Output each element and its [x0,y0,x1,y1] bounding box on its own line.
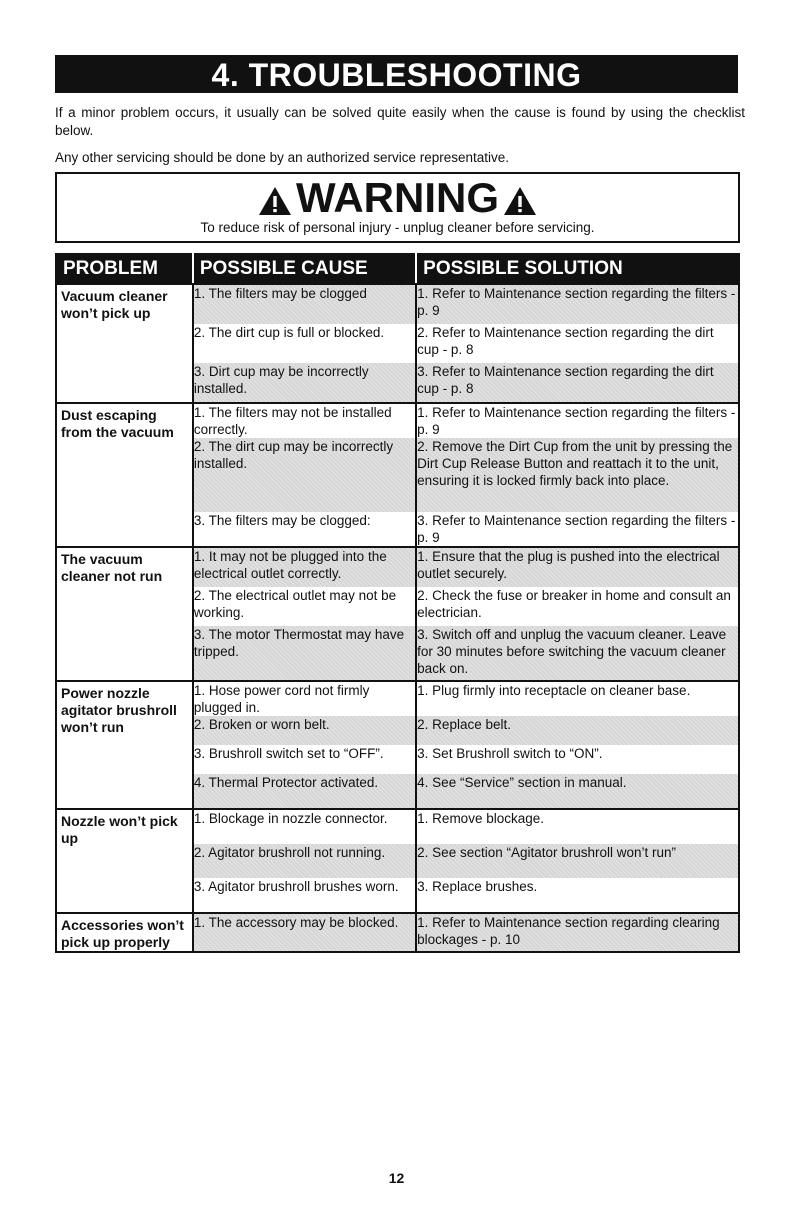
cause-cell: 2. The dirt cup may be incorrectly installed. [193,438,416,512]
table-row [56,284,739,324]
problem-cell: Vacuum cleaner won’t pick up [56,284,193,403]
column-header-cause: POSSIBLE CAUSE [193,254,416,284]
cause-cell: 1. Blockage in nozzle connector. [193,809,416,844]
warning-triangle-icon [503,186,537,216]
cause-cell: 3. The motor Thermostat may have tripped. [193,626,416,681]
solution-cell: 1. Refer to Maintenance section regarding the filters - p. 9 [416,403,739,438]
warning-heading [57,176,738,220]
cause-cell: 2. Broken or worn belt. [193,716,416,745]
solution-cell: 1. Remove blockage. [416,809,739,844]
cause-cell: 1. Hose power cord not firmly plugged in. [193,681,416,716]
table-header-row [56,254,739,284]
page-number: 12 [388,1170,405,1186]
warning-text: To reduce risk of personal injury - unplug cleaner before servicing. [200,220,595,235]
solution-cell: 3. Refer to Maintenance section regarding the filters - p. 9 [416,512,739,547]
solution-cell: 3. Replace brushes. [416,878,739,913]
page-title: 4. TROUBLESHOOTING [55,55,738,93]
solution-cell: 3. Switch off and unplug the vacuum cleaner. Leave for 30 minutes before switching the vacuum cleaner back on. [416,626,739,681]
problem-cell: Accessories won’t pick up properly [56,913,193,952]
troubleshooting-table [55,253,740,953]
table-row [56,809,739,844]
problem-cell: Power nozzle agitator brushroll won’t run [56,681,193,809]
solution-cell: 2. Check the fuse or breaker in home and consult an electrician. [416,587,739,626]
warning-triangle-icon [258,186,292,216]
solution-cell: 3. Refer to Maintenance section regarding the dirt cup - p. 8 [416,363,739,403]
cause-cell: 2. The dirt cup is full or blocked. [193,324,416,363]
intro-paragraph: If a minor problem occurs, it usually can be solved quite easily when the cause is found by using the checklist below. [55,105,745,138]
cause-cell: 3. Dirt cup may be incorrectly installed. [193,363,416,403]
warning-box [55,172,740,243]
table-row [56,547,739,587]
solution-cell: 2. Replace belt. [416,716,739,745]
cause-cell: 1. The accessory may be blocked. [193,913,416,952]
cause-cell: 2. The electrical outlet may not be working. [193,587,416,626]
table-row [56,681,739,716]
cause-cell: 1. The filters may not be installed correctly. [193,403,416,438]
solution-cell: 2. Remove the Dirt Cup from the unit by pressing the Dirt Cup Release Button and reattach it to the unit, ensuring it is locked firmly back into place. [416,438,739,512]
solution-cell: 2. See section “Agitator brushroll won’t run” [416,844,739,878]
problem-cell: The vacuum cleaner not run [56,547,193,681]
solution-cell: 1. Refer to Maintenance section regarding the filters - p. 9 [416,284,739,324]
table-row [56,913,739,952]
solution-cell: 1. Plug firmly into receptacle on cleaner base. [416,681,739,716]
solution-cell: 4. See “Service” section in manual. [416,774,739,809]
cause-cell: 3. The filters may be clogged: [193,512,416,547]
column-header-solution: POSSIBLE SOLUTION [416,254,739,284]
cause-cell: 4. Thermal Protector activated. [193,774,416,809]
solution-cell: 2. Refer to Maintenance section regarding the dirt cup - p. 8 [416,324,739,363]
table-row [56,403,739,438]
solution-cell: 3. Set Brushroll switch to “ON”. [416,745,739,774]
cause-cell: 3. Agitator brushroll brushes worn. [193,878,416,913]
solution-cell: 1. Refer to Maintenance section regarding clearing blockages - p. 10 [416,913,739,952]
problem-cell: Nozzle won’t pick up [56,809,193,913]
cause-cell: 3. Brushroll switch set to “OFF”. [193,745,416,774]
service-note: Any other servicing should be done by an authorized service representative. [55,150,510,165]
problem-cell: Dust escaping from the vacuum [56,403,193,547]
column-header-problem: PROBLEM [56,254,193,284]
cause-cell: 1. It may not be plugged into the electrical outlet correctly. [193,547,416,587]
solution-cell: 1. Ensure that the plug is pushed into the electrical outlet securely. [416,547,739,587]
cause-cell: 1. The filters may be clogged [193,284,416,324]
warning-title: WARNING [296,174,499,221]
cause-cell: 2. Agitator brushroll not running. [193,844,416,878]
